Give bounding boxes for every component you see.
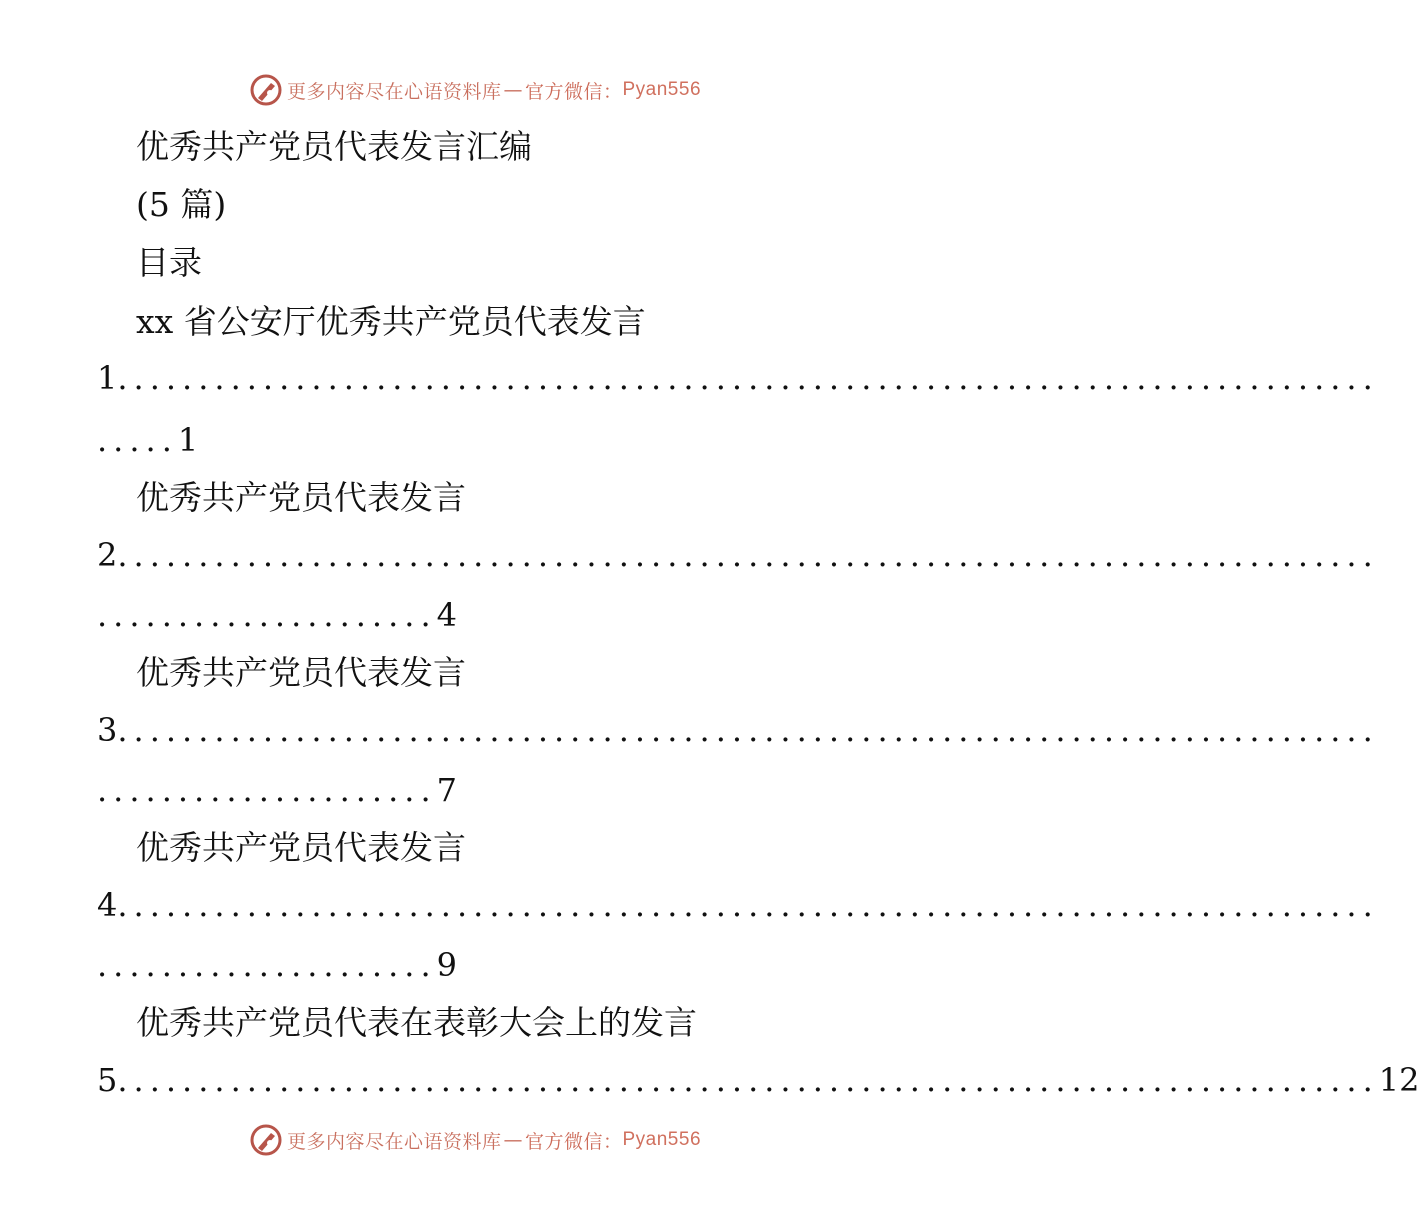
toc-entry-title: 优秀共产党员代表发言 xyxy=(136,478,466,517)
toc-entry-page-line: .....................7 xyxy=(97,771,457,809)
toc-entry-leader: 3 .............................................................................. xyxy=(97,711,1379,749)
watermark-wechat-label: 官方微信： xyxy=(524,80,623,103)
toc-entry-page: 4 xyxy=(436,596,457,634)
pen-logo-icon xyxy=(249,73,283,107)
toc-heading: 目录 xyxy=(136,243,202,282)
toc-entry-page-line: .....1 xyxy=(97,421,199,459)
toc-entry-page: 7 xyxy=(436,771,457,809)
watermark-text: 更多内容尽在心语资料库 xyxy=(286,80,502,103)
watermark-wechat-id: Pyan556 xyxy=(622,79,702,100)
document-title: 优秀共产党员代表发言汇编 xyxy=(136,127,532,166)
toc-entry-leader: 5 .............................................................................. 12 xyxy=(97,1061,1419,1099)
toc-entry-page: 1 xyxy=(177,421,199,459)
toc-entry-page-line: .....................4 xyxy=(97,596,457,634)
toc-entry-page: 12 xyxy=(1378,1061,1419,1099)
watermark-wechat-id: Pyan556 xyxy=(622,1129,702,1150)
toc-entry-leader: 2 .............................................................................. xyxy=(97,536,1379,574)
toc-entry-title: xx 省公安厅优秀共产党员代表发言 xyxy=(136,302,646,341)
toc-entry-page: 9 xyxy=(436,946,457,984)
toc-entry-number: 4 xyxy=(97,886,118,924)
watermark-header xyxy=(0,70,950,110)
toc-entry-number: 3 xyxy=(97,711,118,749)
watermark-separator: — xyxy=(503,79,523,101)
toc-entry-number: 2 xyxy=(97,536,118,574)
toc-entry-title: 优秀共产党员代表在表彰大会上的发言 xyxy=(136,1003,697,1042)
watermark-text: 更多内容尽在心语资料库 xyxy=(286,1130,502,1153)
toc-entry-number: 1 xyxy=(97,359,118,397)
toc-entry-number: 5 xyxy=(97,1061,118,1099)
watermark-wechat-label: 官方微信： xyxy=(524,1130,623,1153)
watermark-footer xyxy=(0,1120,950,1160)
pen-logo-icon xyxy=(249,1123,283,1157)
toc-entry-leader: 4 .............................................................................. xyxy=(97,886,1379,924)
toc-entry-title: 优秀共产党员代表发言 xyxy=(136,828,466,867)
toc-entry-leader: 1 .............................................................................. xyxy=(97,359,1379,397)
watermark-separator: — xyxy=(503,1129,523,1151)
toc-entry-title: 优秀共产党员代表发言 xyxy=(136,653,466,692)
document-count: (5 篇) xyxy=(136,185,227,224)
toc-entry-page-line: .....................9 xyxy=(97,946,457,984)
